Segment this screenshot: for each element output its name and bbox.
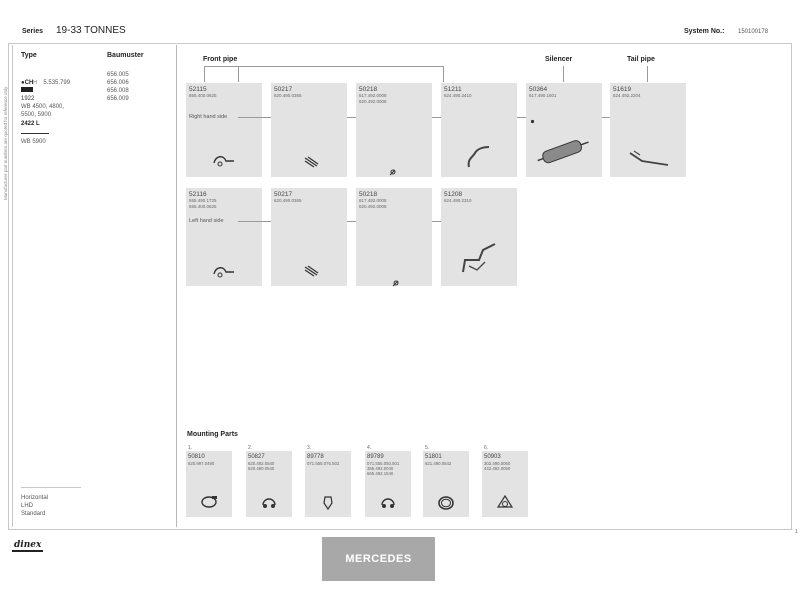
- footer-standard: Standard: [21, 511, 46, 517]
- mount-part-card[interactable]: [186, 451, 232, 517]
- ch-value: 5.535.799: [43, 80, 71, 86]
- ch-icon: ●CH: [21, 80, 34, 86]
- baumuster-heading: Baumuster: [107, 52, 144, 59]
- part-codes: 617.492.0008: [359, 198, 387, 203]
- mount-part-card[interactable]: [246, 451, 292, 517]
- gasket-icon: [496, 495, 514, 516]
- footer-lhd: LHD: [21, 503, 34, 509]
- mercedes-label: MERCEDES: [345, 553, 412, 565]
- part-codes: 617.490.1601: [529, 93, 557, 98]
- part-number: 52115: [189, 86, 207, 93]
- front-pipe-header: Front pipe: [203, 56, 238, 63]
- type-heading: Type: [21, 52, 37, 59]
- front-pipe-bracket-drop: [238, 66, 239, 82]
- ring-icon: [437, 495, 455, 516]
- clamp-icon: [260, 495, 278, 514]
- small-bolt-icon: [529, 112, 536, 130]
- part-card[interactable]: [356, 83, 432, 177]
- part-card[interactable]: [441, 83, 517, 177]
- part-number: 50218: [359, 86, 378, 93]
- silencer-drop: [563, 66, 564, 82]
- part-codes: 620.490.0540: [248, 466, 275, 471]
- part-number: 51208: [444, 191, 463, 198]
- mount-part-card[interactable]: [305, 451, 351, 517]
- wheelbase-icon: [21, 133, 49, 134]
- right-hand-side-label: Right hand side: [189, 114, 228, 120]
- baumuster-1: 656.006: [107, 80, 129, 86]
- part-number: 52116: [189, 191, 207, 198]
- part-card[interactable]: [526, 83, 602, 177]
- part-codes: 620.492.0008: [359, 203, 387, 209]
- part-number: 50217: [274, 86, 293, 93]
- part-card[interactable]: [441, 188, 517, 286]
- silencer-icon: [536, 135, 592, 172]
- front-pipe-bracket: [204, 66, 443, 67]
- part-card[interactable]: [186, 83, 262, 177]
- part-codes: 620.490.0365: [274, 93, 302, 98]
- system-number-label: System No.:: [684, 28, 725, 35]
- model-2422l: 2422 L: [21, 121, 40, 127]
- column-divider-left: [12, 45, 13, 527]
- part-codes: 355.492.0040: [367, 466, 394, 471]
- footer-divider: [21, 487, 81, 488]
- part-card[interactable]: [186, 188, 262, 286]
- baumuster-2: 656.008: [107, 88, 129, 94]
- part-card[interactable]: [356, 188, 432, 286]
- series-label: Series: [22, 28, 44, 35]
- left-hand-side-label: Left hand side: [189, 218, 224, 224]
- bolt-icon: [392, 274, 400, 292]
- part-codes: 655.490.1725: [189, 198, 217, 203]
- ch-sub: H: [33, 80, 37, 86]
- bent-pipe-icon: [465, 143, 493, 174]
- mounting-parts-title: Mounting Parts: [187, 431, 238, 438]
- part-codes: 302.490.0060: [484, 461, 511, 466]
- column-divider-main: [176, 45, 177, 527]
- dinex-logo: [12, 540, 43, 552]
- mount-index: 6.: [484, 445, 489, 451]
- baumuster-3: 656.009: [107, 96, 129, 102]
- footer-horizontal: Horizontal: [21, 495, 49, 501]
- page-mark: 1: [795, 529, 798, 535]
- series-title: 19-33 TONNES: [56, 25, 126, 36]
- mount-index: 2.: [248, 445, 253, 451]
- mount-part-card[interactable]: [482, 451, 528, 517]
- part-number: 89778: [307, 454, 324, 460]
- bolt-icon: [389, 163, 397, 181]
- part-number: 50217: [274, 191, 293, 198]
- bracket-pipe-icon: [459, 240, 499, 281]
- part-codes: 442.492.0050: [484, 466, 511, 471]
- bolt-icon: [319, 495, 337, 516]
- part-codes: 665.492.1540: [367, 471, 394, 476]
- part-codes: 071.555.050.501: [367, 461, 400, 466]
- flexible-pipe-icon: [303, 264, 319, 282]
- hose-clamp-icon: [200, 495, 218, 514]
- clamp-icon: [379, 495, 397, 514]
- tail-pipe-icon: [628, 149, 670, 174]
- part-number: 50903: [484, 454, 501, 460]
- system-number: 150100178: [738, 29, 769, 35]
- part-number: 89789: [367, 454, 384, 460]
- part-codes: 617.492.0008: [359, 93, 387, 98]
- part-codes: 071.555.076.502: [307, 461, 340, 466]
- part-codes: 620.997.0490: [188, 461, 215, 466]
- side-note: Manufacturer part numbers are quoted for reference only: [3, 86, 8, 200]
- baumuster-0: 656.005: [107, 72, 129, 78]
- part-number: 51619: [613, 86, 632, 93]
- mount-part-card[interactable]: [365, 451, 411, 517]
- front-pipe-bracket-left: [204, 66, 205, 82]
- mount-index: 3.: [307, 445, 312, 451]
- model-1922: 1922: [21, 96, 35, 102]
- part-card[interactable]: [610, 83, 686, 177]
- mercedes-badge: [322, 537, 435, 581]
- part-codes: 624.492.2204: [613, 93, 641, 98]
- dinex-logo-text: dinex: [14, 540, 42, 550]
- part-number: 51211: [444, 86, 462, 93]
- part-codes: 620.490.0365: [274, 198, 302, 203]
- part-codes: 621.490.0642: [425, 461, 452, 466]
- tail-pipe-drop: [647, 66, 648, 82]
- tail-pipe-header: Tail pipe: [627, 56, 655, 63]
- wb-list: WB 4500, 4800,: [21, 104, 65, 110]
- clamp-bracket-icon: [212, 153, 236, 172]
- part-number: 50827: [248, 454, 265, 460]
- part-codes: 620.492.0540: [248, 461, 275, 466]
- silencer-header: Silencer: [545, 56, 573, 63]
- part-codes: 655.400.0625: [189, 93, 217, 98]
- mount-index: 1.: [188, 445, 193, 451]
- mount-index: 5.: [425, 445, 430, 451]
- clamp-bracket-icon: [212, 264, 236, 283]
- part-card[interactable]: [271, 83, 347, 177]
- part-number: 50364: [529, 86, 548, 93]
- truck-icon: [21, 87, 33, 92]
- part-codes: 655.400.0625: [189, 203, 217, 209]
- part-number: 50810: [188, 454, 205, 460]
- part-codes: 624.490.2310: [444, 198, 472, 203]
- mount-index: 4.: [367, 445, 372, 451]
- wb-2: WB 5900: [21, 139, 46, 145]
- flexible-pipe-icon: [303, 155, 319, 173]
- front-pipe-bracket-right: [443, 66, 444, 82]
- part-codes: 624.490.2410: [444, 93, 472, 98]
- part-number: 50218: [359, 191, 378, 198]
- right-row-link-0: [238, 117, 272, 118]
- part-card[interactable]: [271, 188, 347, 286]
- wb-list-2: 5500, 5900: [21, 112, 52, 118]
- part-codes: 620.492.0008: [359, 98, 387, 104]
- left-row-link-0: [238, 221, 272, 222]
- mount-part-card[interactable]: [423, 451, 469, 517]
- part-number: 51801: [425, 454, 442, 460]
